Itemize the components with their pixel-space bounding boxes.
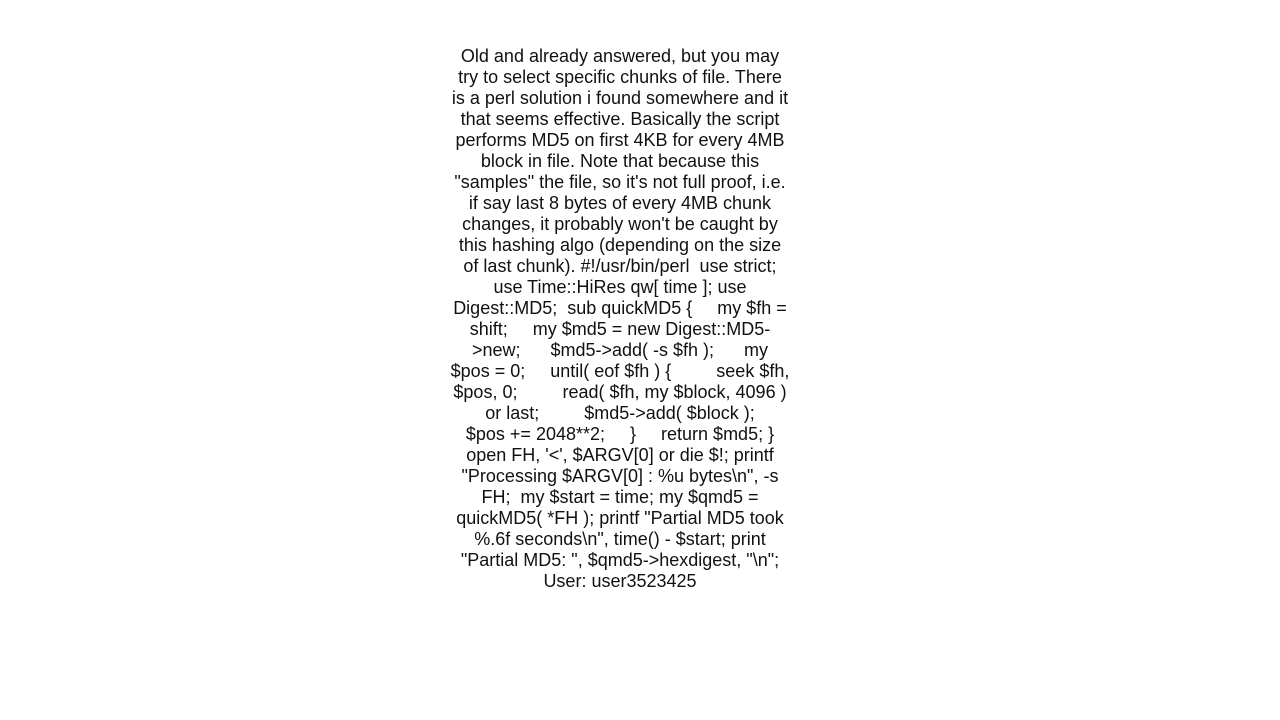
author-label: User: user3523425 (543, 571, 697, 591)
answer-post (450, 46, 800, 592)
answer-body-text: Old and already answered, but you may try to select specific chunks of file. There is a perl solution i found somewhere and it that seems effective. Basically the script performs MD5 on first 4KB for every 4MB block in file. Note that because this "samples" the file, so it's not full proof, i.e. if say last 8 bytes of every 4MB chunk changes, it probably won't be caught by this hashing algo (depending on the size of last chunk). #!/usr/bin/perl use strict; use Time::HiRes qw[ time ]; use Digest::MD5; sub quickMD5 { my $fh = shift; my $md5 = new Digest::MD5->new; $md5->add( -s $fh ); my $pos = 0; until( eof $fh ) { seek $fh, $pos, 0; read( $fh, my $block, 4096 ) or last; $md5->add( $block ); $pos += 2048**2; } return $md5; } open FH, '<', $ARGV[0] or die $!; printf "Processing $ARGV[0] : %u bytes\n", -s FH; my $start = time; my $qmd5 = quickMD5( *FH ); printf "Partial MD5 took %.6f seconds\n", time() - $start; print "Partial MD5: ", $qmd5->hexdigest, "\n"; (450, 46, 800, 570)
